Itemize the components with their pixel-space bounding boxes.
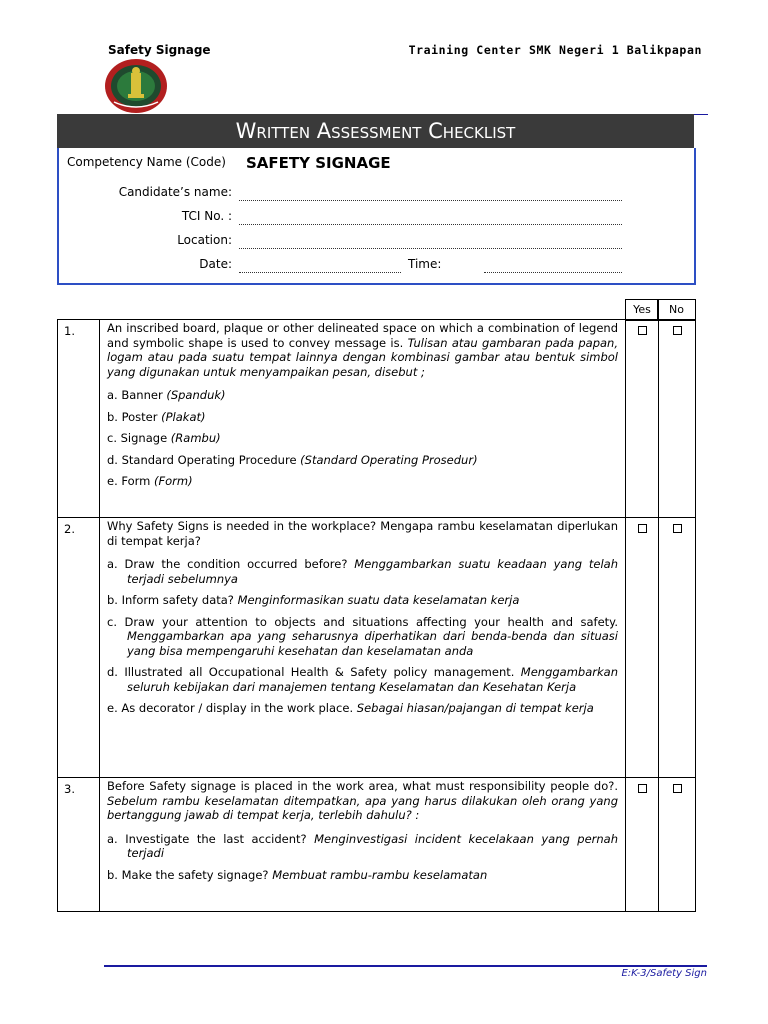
location-label: Location:: [177, 233, 232, 247]
answer-option: e. Form (Form): [107, 474, 193, 488]
location-field[interactable]: [239, 248, 622, 249]
question-stem: Before Safety signage is placed in the work area, what must responsibility people do?.: [107, 779, 618, 793]
answer-option: e. As decorator / display in the work place. Sebagai hiasan/pajangan di tempat kerja: [107, 701, 594, 715]
form-title: Written Assessment Checklist: [57, 114, 694, 148]
answer-option: a. Draw the condition occurred before? Menggambarkan suatu keadaan yang telah terjadi sebelumnya: [107, 557, 618, 586]
no-checkbox[interactable]: [673, 784, 682, 793]
no-checkbox[interactable]: [673, 524, 682, 533]
yes-cell: [626, 778, 659, 912]
question-stem-translation: Sebelum rambu keselamatan ditempatkan, apa yang harus dilakukan oleh orang yang bertanggung jawab di tempat kerja, terlebih dahulu? :: [107, 793, 618, 822]
answer-option: b. Poster (Plakat): [107, 409, 206, 424]
answer-option: b. Make the safety signage? Membuat rambu-rambu keselamatan: [107, 867, 488, 882]
time-field[interactable]: [484, 272, 622, 273]
competency-label: Competency Name (Code): [67, 155, 226, 169]
table-row: [58, 518, 696, 778]
answer-option: a. Banner (Spanduk): [107, 388, 226, 402]
yes-checkbox[interactable]: [638, 326, 647, 335]
yes-checkbox[interactable]: [638, 784, 647, 793]
title-accent-line: [694, 114, 708, 115]
time-label: Time:: [408, 257, 442, 271]
no-cell: [659, 778, 696, 912]
no-checkbox[interactable]: [673, 326, 682, 335]
answer-option: b. Inform safety data? Menginformasikan suatu data keselamatan kerja: [107, 593, 520, 607]
answer-option: c. Draw your attention to objects and situations affecting your health and safety. Menggambarkan apa yang seharusnya diperhatikan dari benda-benda dan situasi yang bisa mempengaruhi kesehatan dan keselamatan anda: [107, 614, 618, 658]
candidate-name-label: Candidate’s name:: [118, 185, 232, 199]
date-label: Date:: [199, 257, 232, 271]
no-column-header: No: [657, 299, 696, 321]
question-text: [100, 320, 626, 518]
questions-table: [57, 319, 696, 912]
yes-cell: [626, 320, 659, 518]
answer-option: d. Illustrated all Occupational Health & Safety policy management. Menggambarkan seluruh kebijakan dari manajemen tentang Keselamatan dan Kesehatan Kerja: [107, 665, 619, 694]
question-stem-translation: Tulisan atau gambaran pada papan, logam atau pada suatu tempat lainnya dengan kombinasi gambar atau bentuk simbol yang digunakan untuk menyampaikan pesan, disebut ;: [107, 335, 619, 379]
footer-line: [104, 965, 707, 967]
yes-checkbox[interactable]: [638, 524, 647, 533]
header-left: Safety Signage: [108, 43, 211, 57]
school-logo: [104, 58, 168, 114]
candidate-info-box: [57, 148, 696, 285]
footer-code: E:K-3/Safety Sign: [621, 968, 707, 979]
question-text: [100, 518, 626, 778]
no-cell: [659, 518, 696, 778]
question-stem: An inscribed board, plaque or other delineated space on which a combination of legend and symbolic shape is used to convey message is.: [107, 321, 618, 350]
question-number: 1.: [58, 320, 100, 518]
answer-option: a. Investigate the last accident? Menginvestigasi incident kecelakaan yang pernah terjadi: [107, 831, 619, 860]
answer-option: c. Signage (Rambu): [107, 431, 221, 445]
tci-label: TCI No. :: [181, 209, 232, 223]
table-row: [58, 778, 696, 912]
question-number: 2.: [58, 518, 100, 778]
yes-column-header: Yes: [625, 299, 659, 321]
header-right: Training Center SMK Negeri 1 Balikpapan: [408, 43, 702, 57]
table-row: [58, 320, 696, 518]
date-field[interactable]: [239, 272, 401, 273]
no-cell: [659, 320, 696, 518]
tci-field[interactable]: [239, 224, 622, 225]
question-text: [100, 778, 626, 912]
candidate-name-field[interactable]: [239, 200, 622, 201]
yes-cell: [626, 518, 659, 778]
question-number: 3.: [58, 778, 100, 912]
question-stem: Why Safety Signs is needed in the workplace? Mengapa rambu keselamatan diperlukan di tempat kerja?: [107, 519, 618, 548]
answer-option: d. Standard Operating Procedure (Standard Operating Prosedur): [107, 452, 478, 467]
competency-value: SAFETY SIGNAGE: [246, 154, 391, 172]
